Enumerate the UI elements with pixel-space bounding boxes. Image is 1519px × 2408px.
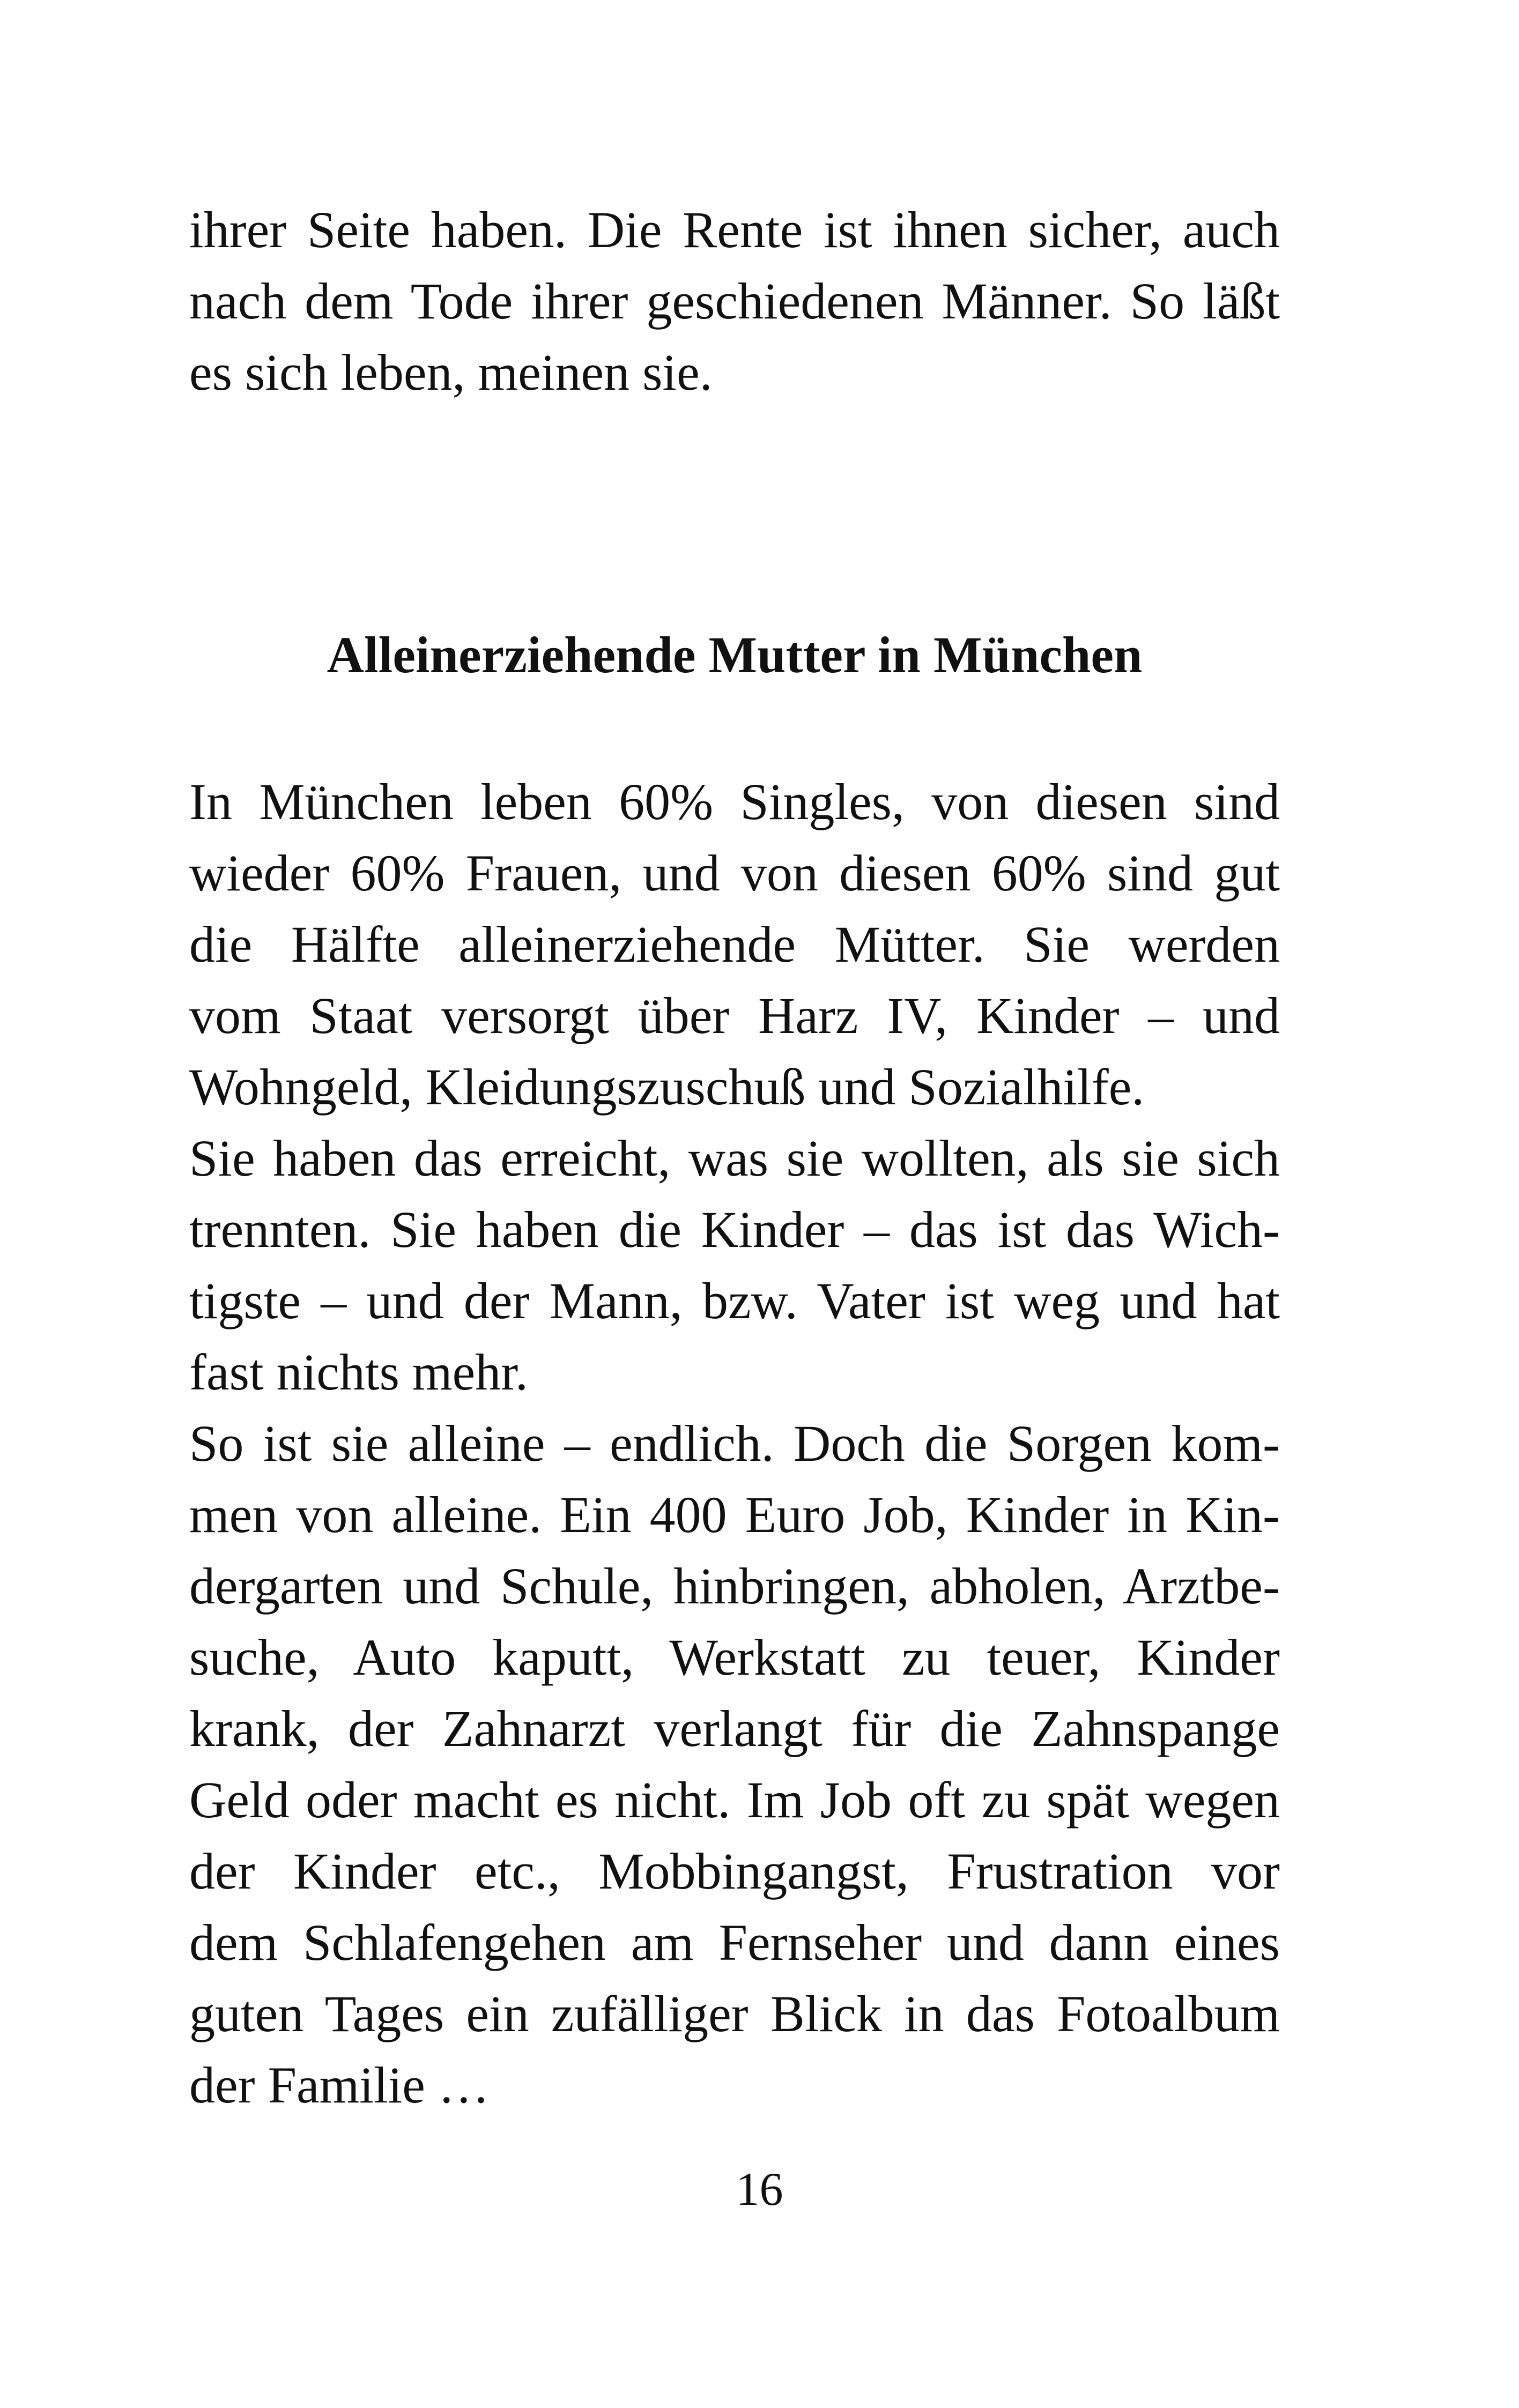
text-line: der Familie …: [189, 2056, 490, 2114]
text-line: dem Schlafengehen am Fernseher und dann eines: [189, 1914, 1280, 1971]
text-line: Geld oder macht es nicht. Im Job oft zu spät wegen: [189, 1771, 1280, 1829]
text-line: es sich leben, meinen sie.: [189, 344, 713, 401]
text-line: ihrer Seite haben. Die Rente ist ihnen sicher, auch: [189, 201, 1280, 258]
text-line: tigste – und der Mann, bzw. Vater ist weg und hat: [189, 1272, 1280, 1329]
text-line: nach dem Tode ihrer geschiedenen Männer. So läßt: [189, 272, 1280, 330]
text-line: So ist sie alleine – endlich. Doch die Sorgen kom-: [189, 1415, 1280, 1472]
text-line: wieder 60% Frauen, und von diesen 60% sind gut: [189, 844, 1280, 902]
text-line: vom Staat versorgt über Harz IV, Kinder – und: [189, 987, 1280, 1044]
text-line: die Hälfte alleinerziehende Mütter. Sie werden: [189, 916, 1280, 973]
text-line: In München leben 60% Singles, von diesen sind: [189, 773, 1280, 830]
text-line: Sie haben das erreicht, was sie wollten, als sie sich: [189, 1129, 1280, 1187]
text-line: der Kinder etc., Mobbingangst, Frustration vor: [189, 1842, 1280, 1900]
intro-paragraph: [189, 194, 1280, 408]
section-heading: Alleinerziehende Mutter in München: [327, 626, 1143, 683]
body-text: [189, 766, 1280, 2121]
page-number: 16: [736, 2164, 783, 2216]
text-line: krank, der Zahnarzt verlangt für die Zahnspange: [189, 1700, 1280, 1757]
text-line: trennten. Sie haben die Kinder – das ist das Wich-: [189, 1201, 1280, 1258]
text-line: men von alleine. Ein 400 Euro Job, Kinder in Kin-: [189, 1486, 1280, 1543]
text-line: suche, Auto kaputt, Werkstatt zu teuer, Kinder: [189, 1629, 1280, 1686]
text-line: fast nichts mehr.: [189, 1343, 528, 1401]
text-line: guten Tages ein zufälliger Blick in das Fotoalbum: [189, 1985, 1280, 2042]
text-line: Wohngeld, Kleidungszuschuß und Sozialhilfe.: [189, 1058, 1145, 1116]
text-line: dergarten und Schule, hinbringen, abholen, Arztbe-: [189, 1557, 1280, 1615]
